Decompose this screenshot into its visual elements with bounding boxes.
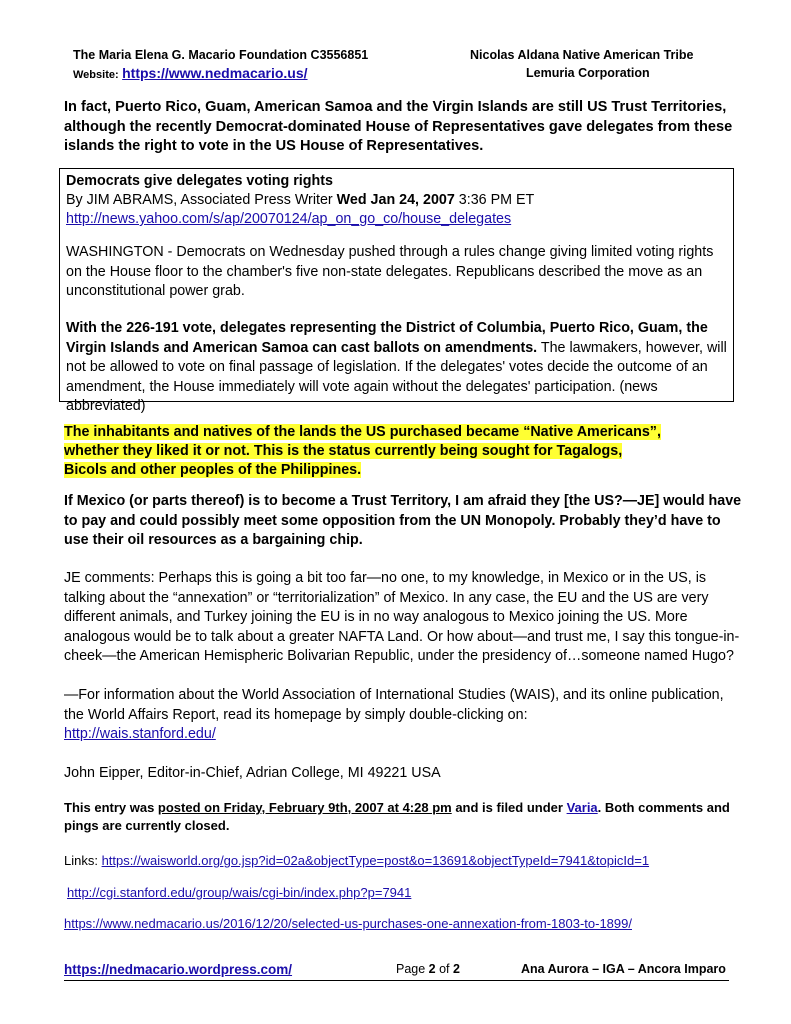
header-left [73,46,368,82]
news-byline [66,191,728,211]
links-line-2 [67,883,747,903]
highlight-line-3: Bicols and other peoples of the Philippines. [64,462,362,478]
page-prefix: Page [396,962,429,976]
news-url-link[interactable]: http://news.yahoo.com/s/ap/20070124/ap_on_go_co/house_delegates [66,211,512,227]
page-of: of [435,962,453,976]
intro-paragraph: In fact, Puerto Rico, Guam, American Samoa and the Virgin Islands are still US Trust Territories, although the recently Democrat-dominated House of Representatives gave delegates from these islands the right to vote in the US House of Representatives. [64,99,733,154]
footer-divider [64,980,729,981]
links-line-3 [64,914,744,934]
website-link[interactable]: https://www.nedmacario.us/ [122,65,308,81]
news-paragraph-1: WASHINGTON - Democrats on Wednesday pushed through a rules change giving limited voting rights on the House floor to the chamber's five non-state delegates. Republicans described the move as an unconstitutional power grab. [66,244,714,299]
tribe-name: Nicolas Aldana Native American Tribe [470,48,694,62]
entry-info [64,799,744,835]
editor-signature: John Eipper, Editor-in-Chief, Adrian College, MI 49221 USA [64,765,441,781]
category-link[interactable]: Varia [566,800,598,815]
highlight-line-2: whether they liked it or not. This is the status currently being sought for Tagalogs, [64,443,623,459]
footer-motto: Ana Aurora – IGA – Ancora Imparo [521,962,726,976]
entry-suffix: . Both comments and pings are currently closed. [64,800,730,833]
byline-date: Wed Jan 24, 2007 [336,192,455,208]
footer-wordpress-link[interactable]: https://nedmacario.wordpress.com/ [64,962,293,977]
website-label: Website: [73,69,119,81]
news-box [59,168,734,414]
waisworld-link[interactable]: https://waisworld.org/go.jsp?id=02a&objectType=post&o=13691&objectTypeId=7941&topicId=1 [101,853,650,868]
byline-time: 3:36 PM ET [454,192,535,208]
page-total: 2 [453,962,460,976]
highlight-line-1: The inhabitants and natives of the lands the US purchased became “Native Americans”, [64,424,661,440]
entry-prefix: This entry was [64,800,158,815]
news-title: Democrats give delegates voting rights [66,173,333,189]
corporation-name: Lemuria Corporation [526,66,650,80]
page-number [396,962,460,976]
je-comments: JE comments: Perhaps this is going a bit too far—no one, to my knowledge, in Mexico or in the US, is talking about the “annexation” or “territorialization” of Mexico. In any case, the EU and the US are very different animals, and Turkey joining the EU is in no way analogous to Mexico joining the US. More analogous would be to talk about a greater NAFTA Land. Or how about—and trust me, I say this tongue-in-cheek—the American Hemispheric Bolivarian Republic, under the presidency of…someone named Hugo? [64,570,740,664]
news-paragraph-2 [66,319,728,417]
byline-author: By JIM ABRAMS, Associated Press Writer [66,192,337,208]
foundation-name: The Maria Elena G. Macario Foundation C3556851 [73,48,369,62]
website-line [73,64,368,82]
links-line-1 [64,851,744,871]
header-right [470,46,693,82]
wais-link[interactable]: http://wais.stanford.edu/ [64,726,216,742]
links-label: Links: [64,853,102,868]
wais-paragraph [64,686,744,745]
entry-posted-link[interactable]: posted on Friday, February 9th, 2007 at 4:28 pm [157,800,452,815]
mexico-paragraph: If Mexico (or parts thereof) is to become a Trust Territory, I am afraid they [the US?—JE] would have to pay and could possibly meet some opposition from the UN Monopoly. Probably they’d have to use their oil resources as a bargaining chip. [64,493,742,548]
entry-mid: and is filed under [451,800,567,815]
news-paragraph-2-bold: With the 226-191 vote, delegates representing the District of Columbia, Puerto Rico, Guam, the Virgin Islands and American Samoa can cast ballots on amendments. [66,320,708,356]
news-paragraph-2-rest: The lawmakers, however, will not be allowed to vote on final passage of legislation. If the delegates' votes decide the outcome of an amendment, the House immediately will vote again without the delegates' participation. (news abbreviated) [66,339,727,414]
stanford-cgi-link[interactable]: http://cgi.stanford.edu/group/wais/cgi-bin/index.php?p=7941 [67,885,412,900]
highlighted-paragraph [64,423,744,480]
nedmacario-article-link[interactable]: https://www.nedmacario.us/2016/12/20/selected-us-purchases-one-annexation-from-1803-to-1899/ [64,916,632,931]
wais-text: —For information about the World Association of International Studies (WAIS), and its online publication, the World Affairs Report, read its homepage by simply double-clicking on: [64,687,724,723]
page-current: 2 [428,962,436,976]
